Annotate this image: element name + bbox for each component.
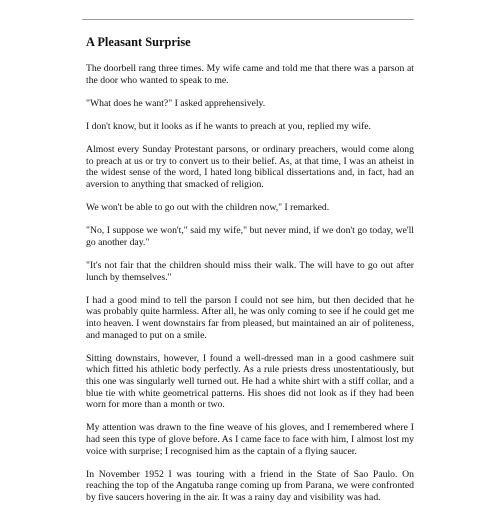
paragraph: I don't know, but it looks as if he wants to preach at you, replied my wife. (86, 120, 371, 132)
paragraph: We won't be able to go out with the children now," I remarked. (86, 202, 330, 214)
header-rule (82, 19, 414, 20)
paragraph: In November 1952 I was touring with a friend in the State of Sao Paulo. On reaching the top of the Angatuba range coming up from Parana, we were confronted by five saucers hovering in the air. It was a rainy day and visibility was had. (86, 468, 414, 503)
paragraph: Sitting downstairs, however, I found a well-dressed man in a good cashmere suit which fitted his athletic body perfectly. As a rule priests dress unostentatiously, but this one was singularly well turned out. He had a white shirt with a stiff collar, and a blue tie with white geometrical patterns. His shoes did not look as if they had been worn for more than a month or two. (86, 352, 414, 411)
chapter-title: A Pleasant Surprise (86, 35, 191, 49)
paragraph: "It's not fair that the children should miss their walk. The will have to go out after lunch by themselves." (86, 260, 414, 283)
paragraph: My attention was drawn to the fine weave of his gloves, and I remembered where I had seen this type of glove before. As I came face to face with him, I almost lost my voice with surprise; I recognised him as the captain of a flying saucer. (86, 422, 414, 457)
paragraph: The doorbell rang three times. My wife came and told me that there was a parson at the door who wanted to speak to me. (86, 63, 414, 86)
body-text (86, 63, 414, 515)
paragraph: Almost every Sunday Protestant parsons, or ordinary preachers, would come along to preach at us or try to convert us to their belief. As, at that time, I was an atheist in the widest sense of the word, I hated long biblical dissertations and, in fact, had an aversion to anything that smacked of religion. (86, 144, 414, 190)
paragraph: "What does he want?" I asked apprehensively. (86, 97, 266, 109)
paragraph: I had a good mind to tell the parson I could not see him, but then decided that he was probably quite harmless. After all, he was only coming to see if he could get me into heaven. I went downstairs far from pleased, but maintained an air of politeness, and managed to put on a smile. (86, 294, 414, 341)
paragraph: "No, I suppose we won't," said my wife," but never mind, if we don't go today, we'll go another day." (86, 225, 414, 248)
